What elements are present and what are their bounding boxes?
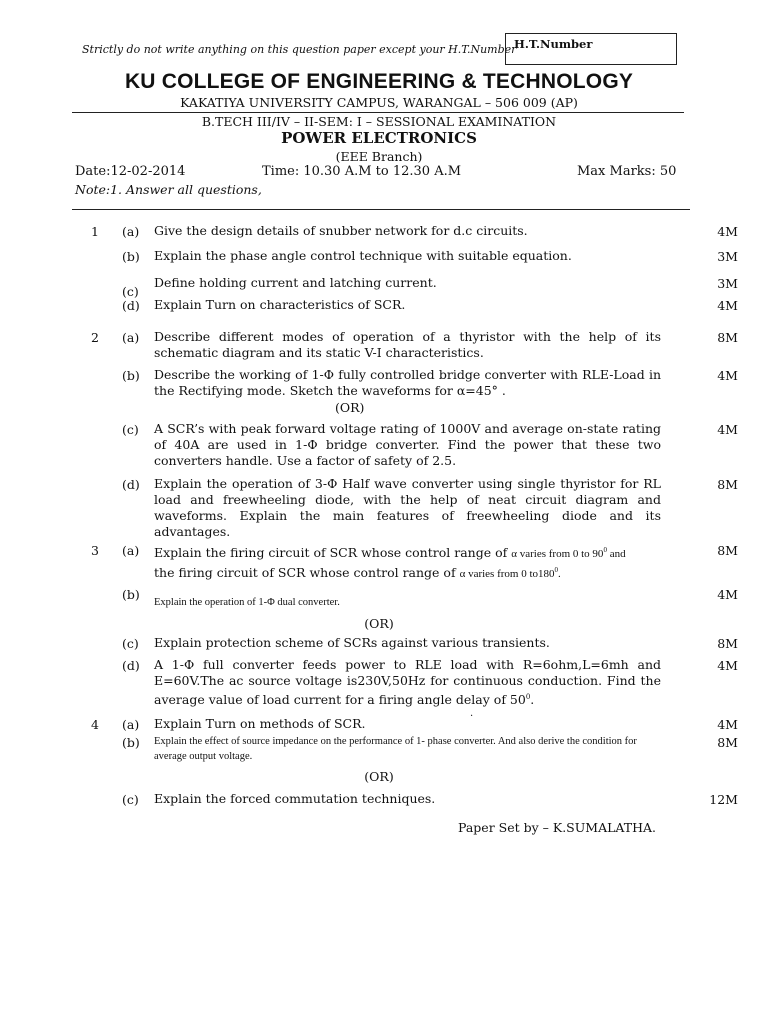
question-marks: 12M (709, 792, 738, 807)
part-label: (d) (122, 477, 140, 492)
stray-mark: . (470, 708, 474, 719)
question-marks: 4M (717, 422, 738, 437)
question-marks: 8M (717, 330, 738, 345)
question-text: Explain protection scheme of SCRs against various transients. (154, 635, 550, 650)
question-marks: 3M (717, 249, 738, 264)
question-marks: 3M (717, 276, 738, 291)
part-label: (a) (122, 224, 140, 239)
max-marks: Max Marks: 50 (577, 164, 677, 179)
question-number: 4 (91, 717, 99, 732)
question-text: Explain the firing circuit of SCR whose control range of α varies from 0 to $90^0$ and the firing circuit of SCR whose control range of α varies from 0 $to180^0$. (154, 545, 626, 581)
or-separator: (OR) (364, 769, 394, 784)
question-marks: 8M (717, 636, 738, 651)
part-label: (d) (122, 298, 140, 313)
exam-title: B.TECH III/IV – II-SEM: I – SESSIONAL EXAMINATION (201, 114, 557, 129)
question-number: 1 (91, 224, 99, 239)
question-marks: 4M (717, 658, 738, 673)
question-marks: 4M (717, 717, 738, 732)
campus-address: KAKATIYA UNIVERSITY CAMPUS, WARANGAL – 506 009 (AP) (180, 95, 578, 110)
part-label: (a) (122, 717, 140, 732)
content-divider (72, 209, 690, 210)
part-label: (c) (122, 636, 139, 651)
question-text: Explain the forced commutation techniques. (154, 791, 436, 806)
header-divider (72, 112, 684, 113)
branch-label: (EEE Branch) (335, 149, 423, 164)
part-label: (b) (122, 368, 140, 383)
question-text: Explain the operation of 3-Φ Half wave converter using single thyristor for RL load and freewheeling diode, with the help of neat circuit diagram and waveforms. Explain the main features of freewheeling diode and its advantages. (154, 476, 661, 539)
question-text: Give the design details of snubber network for d.c circuits. (154, 223, 528, 238)
question-marks: 4M (717, 298, 738, 313)
instruction-note: Strictly do not write anything on this question paper except your H.T.Number (82, 43, 517, 56)
exam-date: Date:12-02-2014 (75, 164, 186, 179)
question-text: Explain the effect of source impedance on the performance of 1- phase converter. And also derive the condition for average output voltage. (154, 736, 637, 762)
exam-time: Time: 10.30 A.M to 12.30 A.M (262, 164, 462, 179)
exam-note: Note:1. Answer all questions, (75, 182, 262, 197)
question-marks: 4M (717, 368, 738, 383)
part-label: (a) (122, 330, 140, 345)
question-text: Define holding current and latching current. (154, 275, 437, 290)
question-text: Describe different modes of operation of a thyristor with the help of its schematic diagram and its static V-I characteristics. (154, 329, 661, 360)
question-marks: 8M (717, 735, 738, 750)
part-label: (c) (122, 422, 139, 437)
question-marks: 4M (717, 587, 738, 602)
part-label: (c) (122, 792, 139, 807)
question-number: 3 (91, 543, 99, 558)
question-text: Explain Turn on characteristics of SCR. (154, 297, 406, 312)
part-label: (d) (122, 658, 140, 673)
part-label: (c) (122, 284, 139, 299)
part-label: (a) (122, 543, 140, 558)
part-label: (b) (122, 249, 140, 264)
question-text: Explain Turn on methods of SCR. (154, 716, 366, 731)
ht-number-label: H.T.Number (514, 37, 593, 51)
college-name: KU COLLEGE OF ENGINEERING & TECHNOLOGY (124, 70, 634, 93)
question-text: A SCR’s with peak forward voltage rating of 1000V and average on-state rating of 40A are used in 1-Φ bridge converter. Find the power that these two converters handle. Use a factor of safety of 2.5. (154, 421, 661, 468)
or-separator: (OR) (364, 616, 394, 631)
ht-number-box[interactable] (505, 33, 677, 65)
question-text: Describe the working of 1-Φ fully controlled bridge converter with RLE-Load in the Rectifying mode. Sketch the waveforms for α=45° . (154, 367, 661, 398)
subject-title: POWER ELECTRONICS (281, 129, 477, 147)
question-text: Explain the phase angle control technique with suitable equation. (154, 248, 572, 263)
question-marks: 4M (717, 224, 738, 239)
part-label: (b) (122, 587, 140, 602)
question-marks: 8M (717, 477, 738, 492)
question-marks: 8M (717, 543, 738, 558)
question-number: 2 (91, 330, 99, 345)
paper-setter-signature: Paper Set by – K.SUMALATHA. (458, 820, 656, 835)
part-label: (b) (122, 735, 140, 750)
question-text: Explain the operation of 1-Φ dual converter. (154, 597, 340, 608)
or-separator: (OR) (335, 400, 365, 415)
question-text: A 1-Φ full converter feeds power to RLE load with R=6ohm,L=6mh and E=60V.The ac source voltage is230V,50Hz for continuous conduction. Find the average value of load current for a firing angle delay of $50^0$. (154, 657, 661, 708)
